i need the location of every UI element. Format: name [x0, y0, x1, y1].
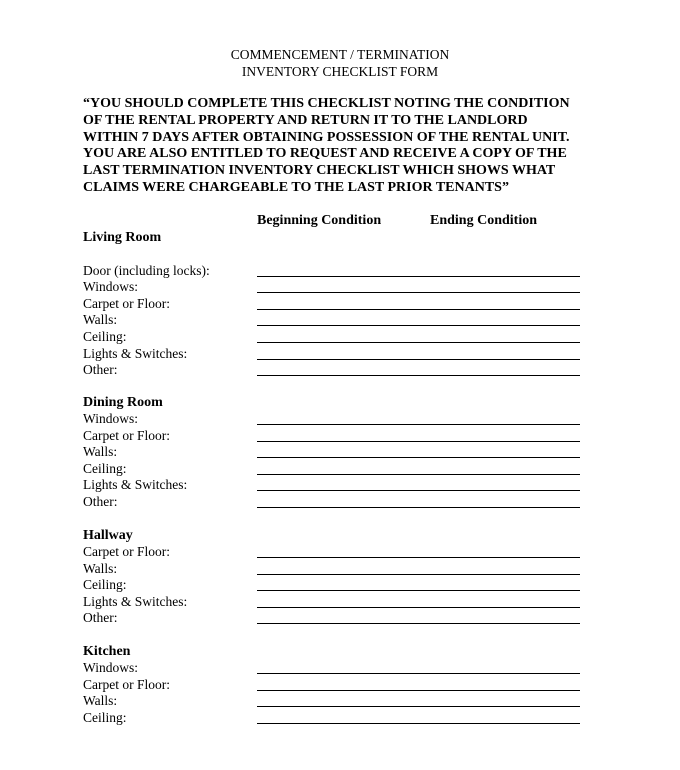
checklist-row [83, 577, 603, 594]
column-header-beginning: Beginning Condition [257, 213, 382, 228]
checklist-row [83, 477, 603, 494]
checklist-row [83, 411, 603, 428]
item-label: Lights & Switches: [83, 593, 188, 609]
checklist-row [83, 594, 603, 611]
condition-entry-line[interactable] [257, 474, 580, 475]
section-title: Living Room [83, 230, 162, 245]
item-label: Ceiling: [83, 709, 127, 725]
condition-entry-line[interactable] [257, 342, 580, 343]
item-label: Windows: [83, 411, 138, 426]
condition-entry-line[interactable] [257, 623, 580, 624]
section-hallway [83, 528, 603, 627]
section-kitchen [83, 644, 603, 726]
item-label: Carpet or Floor: [83, 295, 170, 311]
condition-entry-line[interactable] [257, 706, 580, 707]
checklist-row [83, 428, 603, 445]
item-label: Lights & Switches: [83, 345, 188, 361]
checklist-row [83, 610, 603, 627]
checklist-row [83, 660, 603, 677]
checklist-row [83, 444, 603, 461]
item-label: Carpet or Floor: [83, 544, 170, 559]
item-label: Walls: [83, 560, 118, 576]
condition-entry-line[interactable] [257, 375, 580, 376]
column-header-ending: Ending Condition [430, 213, 537, 228]
condition-entry-line[interactable] [257, 276, 580, 277]
item-label: Walls: [83, 693, 118, 709]
condition-entry-line[interactable] [257, 490, 580, 491]
condition-entry-line[interactable] [257, 441, 580, 442]
condition-entry-line[interactable] [257, 690, 580, 691]
item-label: Carpet or Floor: [83, 427, 170, 443]
checklist-row [83, 710, 603, 727]
intro-notice: “YOU SHOULD COMPLETE THIS CHECKLIST NOTING THE CONDITION OF THE RENTAL PROPERTY AND RETURN IT TO THE LANDLORD WITHIN 7 DAYS AFTER OBTAINING POSSESSION OF THE RENTAL UNIT. YOU ARE ALSO ENTITLED TO REQUEST AND RECEIVE A COPY OF THE LAST TERMINATION INVENTORY CHECKLIST WHICH SHOWS WHAT CLAIMS WERE CHARGEABLE TO THE LAST PRIOR TENANTS” [83, 96, 570, 195]
item-label: Ceiling: [83, 328, 127, 344]
section-living-room [83, 230, 603, 379]
condition-entry-line[interactable] [257, 457, 580, 458]
condition-entry-line[interactable] [257, 673, 580, 674]
checklist-row [83, 312, 603, 329]
checklist-row [83, 329, 603, 346]
condition-entry-line[interactable] [257, 424, 580, 425]
condition-entry-line[interactable] [257, 359, 580, 360]
section-title: Hallway [83, 528, 133, 543]
condition-entry-line[interactable] [257, 574, 580, 575]
item-label: Other: [83, 493, 118, 509]
condition-entry-line[interactable] [257, 325, 580, 326]
item-label: Other: [83, 362, 118, 378]
condition-entry-line[interactable] [257, 309, 580, 310]
checklist-row [83, 263, 603, 280]
checklist-row [83, 362, 603, 379]
checklist-row [83, 279, 603, 296]
form-title-line-2: INVENTORY CHECKLIST FORM [241, 64, 439, 79]
checklist-row [83, 561, 603, 578]
condition-entry-line[interactable] [257, 292, 580, 293]
item-label: Walls: [83, 312, 118, 328]
item-label: Windows: [83, 279, 138, 295]
item-label: Ceiling: [83, 577, 127, 593]
checklist-row [83, 677, 603, 694]
checklist-row [83, 461, 603, 478]
item-label: Lights & Switches: [83, 477, 188, 493]
condition-entry-line[interactable] [257, 507, 580, 508]
section-title: Dining Room [83, 395, 163, 410]
checklist-row [83, 296, 603, 313]
item-label: Walls: [83, 444, 118, 460]
item-label: Windows: [83, 660, 138, 675]
checklist-row [83, 494, 603, 511]
checklist-row [83, 693, 603, 710]
item-label: Door (including locks): [83, 262, 210, 278]
form-title-line-1: COMMENCEMENT / TERMINATION [230, 47, 450, 62]
section-dining-room [83, 395, 603, 511]
condition-entry-line[interactable] [257, 590, 580, 591]
item-label: Carpet or Floor: [83, 676, 170, 692]
item-label: Other: [83, 610, 118, 626]
condition-entry-line[interactable] [257, 607, 580, 608]
section-title: Kitchen [83, 644, 131, 659]
condition-entry-line[interactable] [257, 557, 580, 558]
item-label: Ceiling: [83, 460, 127, 476]
checklist-row [83, 346, 603, 363]
condition-entry-line[interactable] [257, 723, 580, 724]
checklist-row [83, 544, 603, 561]
